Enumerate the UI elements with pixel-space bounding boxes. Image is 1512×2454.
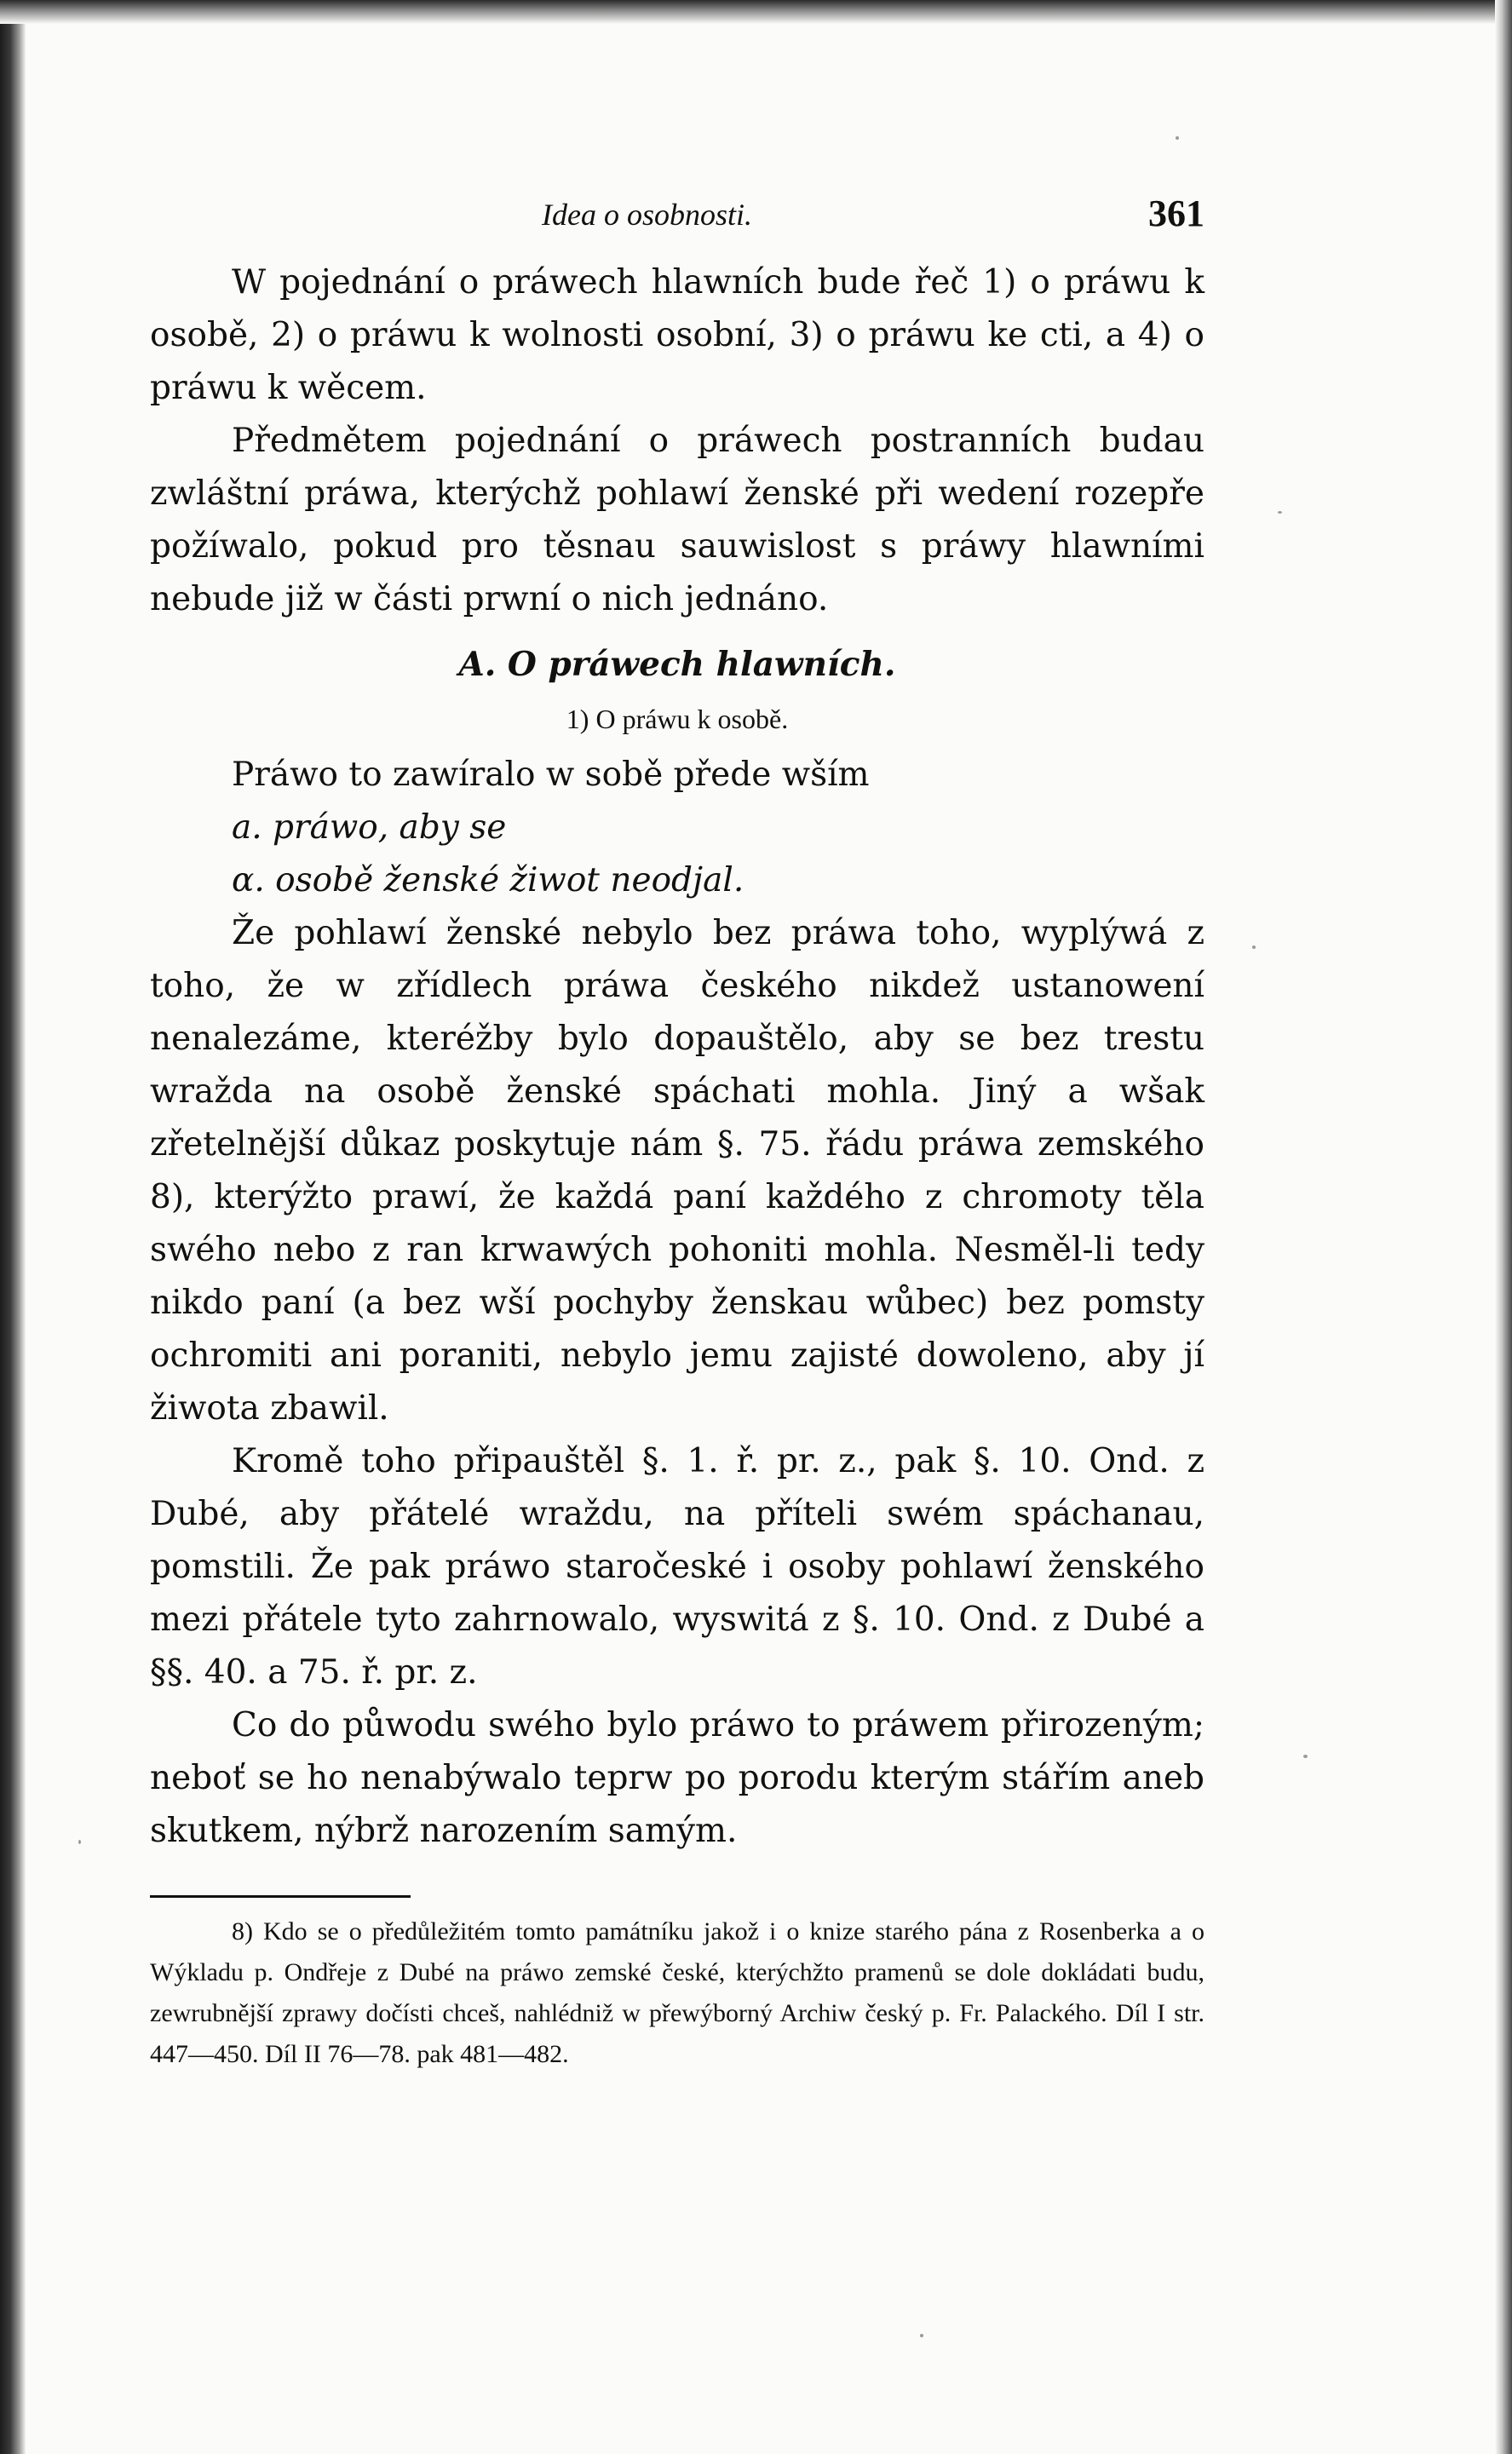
footnote-separator bbox=[150, 1895, 411, 1898]
paragraph-body-2: Kromě toho připauštěl §. 1. ř. pr. z., pak §. 10. Ond. z Dubé, aby přátelé wraždu, na příteli swém spáchanau, pomstili. Že pak práwo staročeské i osoby pohlawí ženského mezi přátele tyto zahrnowalo, wyswitá z §. 10. Ond. z Dubé a §§. 40. a 75. ř. pr. z. bbox=[150, 1442, 1204, 1692]
page-header bbox=[150, 192, 1204, 256]
print-speck bbox=[1176, 136, 1179, 140]
page-number: 361 bbox=[1148, 193, 1204, 234]
print-speck bbox=[1303, 1755, 1308, 1758]
page-edge-shadow-left bbox=[0, 0, 26, 2454]
paragraph-body-3: Co do půwodu swého bylo práwo to práwem přirozeným; neboť se ho nenabýwalo teprw po porodu kterým stářím aneb skutkem, nýbrž narozením samým. bbox=[150, 1706, 1204, 1850]
print-speck bbox=[78, 1840, 81, 1844]
rule-item-a: a. práwo, aby se bbox=[232, 808, 507, 847]
paragraph-intro: W pojednání o práwech hlawních bude řeč 1) o práwu k osobě, 2) o práwu k wolnosti osobní, 3) o práwu ke cti, a 4) o práwu k wěcem. bbox=[150, 263, 1204, 407]
paragraph-scope: Předmětem pojednání o práwech postranních budau zwláštní práwa, kterýchž pohlawí ženské při wedení rozepře požíwalo, pokud pro těsnau sauwislost s práwy hlawními nebude již w části prwní o nich jednáno. bbox=[150, 422, 1204, 618]
subsection-heading: 1) O práwu k osobě. bbox=[566, 704, 789, 734]
page-edge-shadow-right bbox=[1495, 0, 1512, 2454]
section-heading: A. O práwech hlawních. bbox=[458, 645, 896, 684]
page-edge-shadow-top bbox=[0, 0, 1512, 24]
rule-lead: Práwo to zawíralo w sobě přede wším bbox=[232, 756, 870, 794]
print-speck bbox=[1278, 511, 1282, 514]
print-speck bbox=[920, 2334, 923, 2337]
footnote-8: 8) Kdo se o předůležitém tomto památníku jakož i o knize starého pána z Rosenberka a o Wýkladu p. Ondřeje z Dubé na práwo zemské české, kterýchžto pramenů se dole dokládati budu, zewrubnější zprawy dočísti chceš, nahlédniž w přewýborný Archiw český p. Fr. Palackého. Díl I str. 447—450. Díl II 76—78. pak 481—482. bbox=[150, 1917, 1204, 2068]
running-title: Idea o osobnosti. bbox=[542, 198, 752, 232]
print-speck bbox=[1252, 945, 1256, 949]
footnotes bbox=[150, 1911, 1204, 2075]
rule-item-alpha: α. osobě ženské žiwot neodjal. bbox=[232, 861, 745, 899]
main-text bbox=[150, 256, 1204, 1858]
paragraph-body-1: Že pohlawí ženské nebylo bez práwa toho, wyplýwá z toho, že w zřídlech práwa českého nikdež ustanowení nenalezáme, kteréžby bylo dopauštělo, aby se bez trestu wražda na osobě ženské spáchati mohla. Jiný a wšak zřetelnější důkaz poskytuje nám §. 75. řádu práwa zemského 8), kterýžto prawí, že každá paní každého z chromoty těla swého nebo z ran krwawých pohoniti mohla. Nesměl-li tedy nikdo paní (a bez wší pochyby ženskau wůbec) bez pomsty ochromiti ani poraniti, nebylo jemu zajisté dowoleno, aby jí žiwota zbawil. bbox=[150, 914, 1204, 1428]
page-content bbox=[150, 192, 1204, 2075]
